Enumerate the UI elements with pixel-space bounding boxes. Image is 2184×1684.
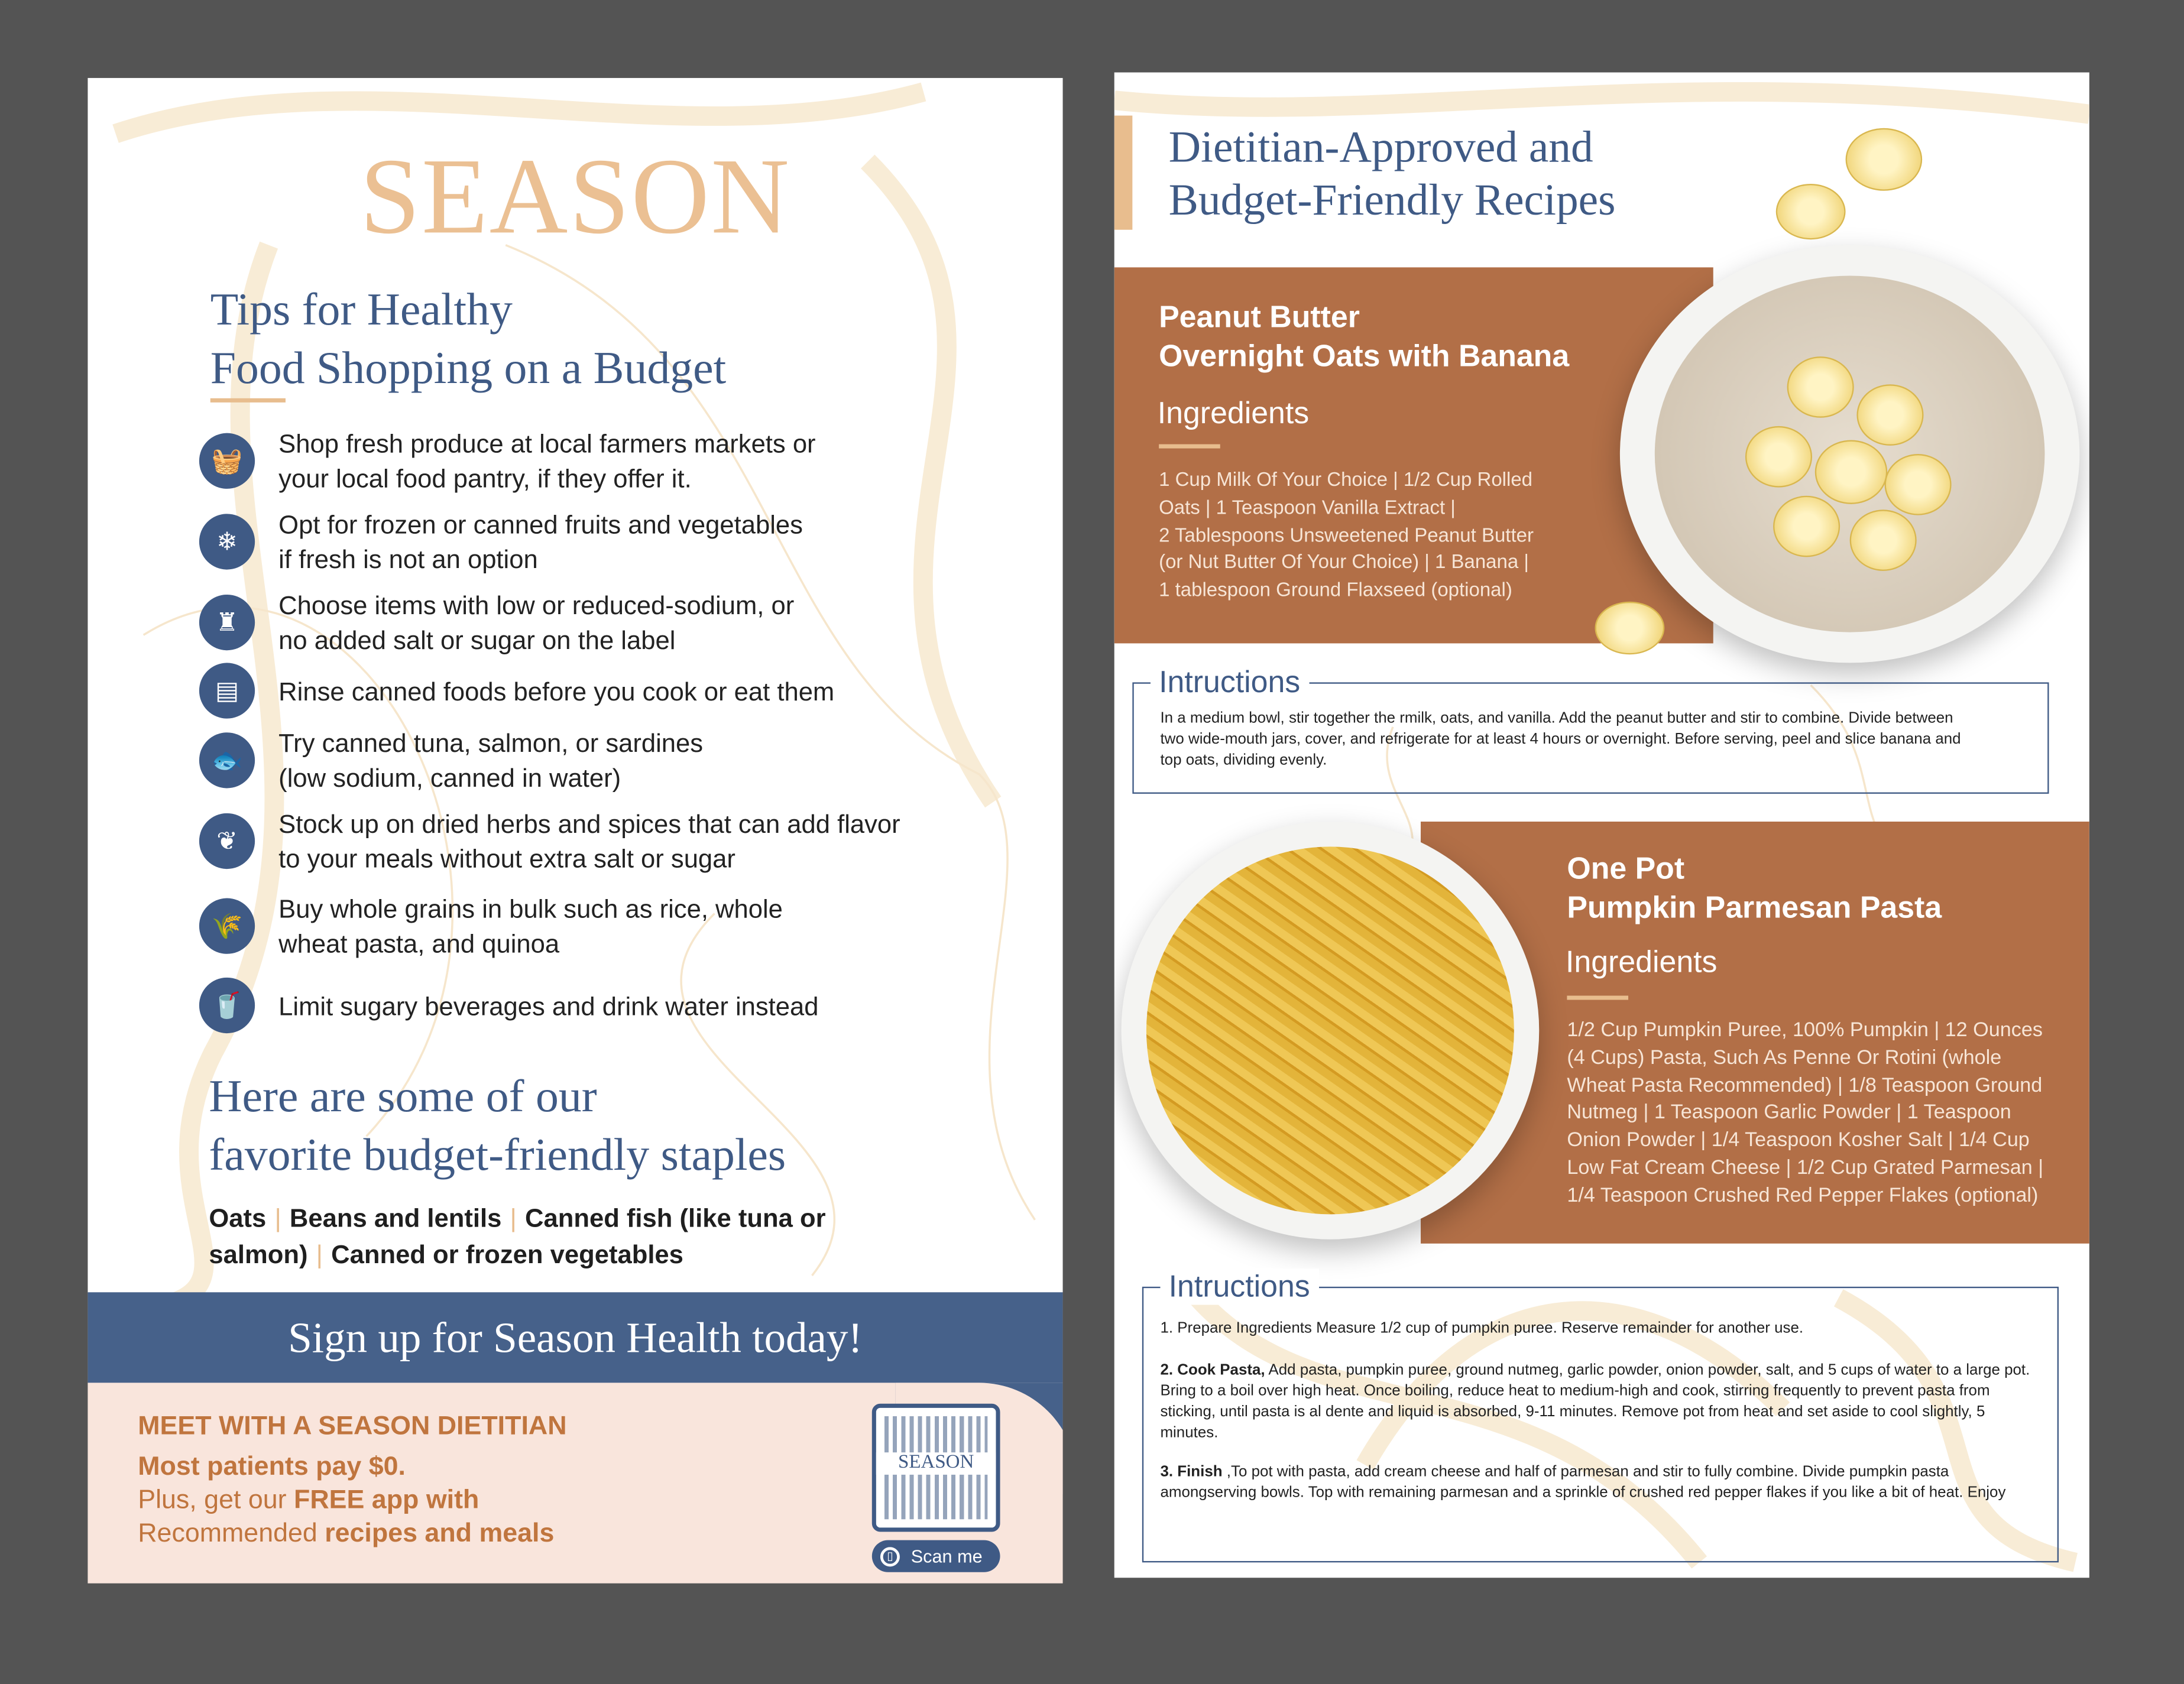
pasta-bowl-image: [1121, 822, 1539, 1240]
oats-ingredients: 1 Cup Milk Of Your Choice | 1/2 Cup Rolled Oats | 1 Teaspoon Vanilla Extract | 2 Tablespoons Unsweetened Peanut Butter (or Nut Butter Of Your Choice) | 1 Banana | 1 tablespoon Ground Flaxseed (optional): [1159, 468, 1534, 601]
drink-icon: 🥤: [199, 978, 255, 1033]
oats-instructions-text: In a medium bowl, stir together the rmilk, oats, and vanilla. Add the peanut butter and stir to combine. Divide between two wide-mouth jars, cover, and refrigerate for at least 4 hours or overnight. Before serving, peel and slice banana and top oats, dividing evenly.: [1160, 710, 1961, 769]
tip-item: 🧺 Shop fresh produce at local farmers markets or your local food pantry, if they offer it.: [199, 426, 1035, 496]
tips-heading-line: Food Shopping on a Budget: [210, 343, 727, 394]
snowflake-icon: ❄: [199, 514, 255, 569]
cta-heading: MEET WITH A SEASON DIETITIAN: [138, 1412, 567, 1442]
tip-item: ♜ Choose items with low or reduced-sodium, or no added salt or sugar on the label: [199, 588, 1035, 657]
qr-code[interactable]: [872, 1404, 1000, 1532]
banana-slice-decoration: [1776, 184, 1846, 239]
tips-heading: [210, 281, 727, 398]
signup-banner[interactable]: Sign up for Season Health today!: [88, 1292, 1062, 1383]
fish-icon: 🐟: [199, 732, 255, 788]
ingredients-heading: Ingredients: [1566, 944, 1718, 979]
grain-icon: 🌾: [199, 898, 255, 954]
qr-logo: SEASON: [876, 1452, 996, 1475]
phone-icon: ▯: [880, 1546, 900, 1566]
ingredients-underline: [1567, 995, 1628, 1000]
herbs-icon: ❦: [199, 813, 255, 869]
heading-underline: [210, 398, 286, 403]
tips-flyer-page: [88, 78, 1062, 1584]
tip-item: ❦ Stock up on dried herbs and spices that can add flavor to your meals without extra salt or sugar: [199, 806, 1035, 876]
pasta-ingredients: 1/2 Cup Pumpkin Puree, 100% Pumpkin | 12 Ounces (4 Cups) Pasta, Such As Penne Or Rotini (whole Wheat Pasta Recommended) | 1/8 Teaspoon Ground Nutmeg | 1 Teaspoon Garlic Powder | 1 Teaspoon Onion Powder | 1/4 Teaspoon Kosher Salt | 1/4 Cup Low Fat Cream Cheese | 1/2 Cup Grated Parmesan | 1/4 Teaspoon Crushed Red Pepper Flakes (optional): [1567, 1019, 2044, 1208]
cta-app-line: Plus, get our FREE app with: [138, 1485, 479, 1516]
cta-recipes-line: Recommended recipes and meals: [138, 1519, 555, 1549]
instructions-heading: Intructions: [1151, 664, 1308, 700]
recipes-title: Dietitian-Approved and Budget-Friendly Recipes: [1168, 121, 1616, 225]
pasta-instructions-box: [1142, 1268, 2059, 1562]
cta-price: Most patients pay $0.: [138, 1452, 406, 1482]
recipe-oats-title: Peanut Butter Overnight Oats with Banana: [1159, 299, 1570, 374]
tip-item: 🥤 Limit sugary beverages and drink water instead: [199, 978, 1035, 1033]
instructions-heading: Intructions: [1160, 1268, 1318, 1305]
oats-instructions-box: [1132, 664, 2049, 793]
banana-slice-decoration: [1595, 602, 1665, 655]
season-logo: SEASON: [359, 135, 791, 257]
banana-slice-decoration: [1846, 128, 1923, 191]
title-accent-bar: [1114, 116, 1133, 230]
recipe-pasta-title: One Pot Pumpkin Parmesan Pasta: [1567, 851, 1942, 925]
scan-me-button[interactable]: [872, 1540, 1000, 1572]
tips-heading-line: Tips for Healthy: [210, 285, 513, 336]
staples-heading: Here are some of our favorite budget-friendly staples: [209, 1072, 786, 1181]
basket-icon: 🧺: [199, 433, 255, 489]
oats-bowl-image: [1620, 245, 2079, 663]
scan-me-label: Scan me: [910, 1546, 983, 1567]
ingredients-heading: Ingredients: [1157, 395, 1310, 430]
tip-item: 🐟 Try canned tuna, salmon, or sardines (low sodium, canned in water): [199, 725, 1035, 795]
ingredients-underline: [1159, 444, 1220, 449]
tip-item: ❄ Opt for frozen or canned fruits and vegetables if fresh is not an option: [199, 507, 1035, 577]
salt-shaker-icon: ♜: [199, 595, 255, 650]
recipes-page: [1114, 73, 2089, 1578]
can-icon: ▤: [199, 663, 255, 718]
staples-list: Oats | Beans and lentils | Canned fish (like tuna or salmon) | Canned or frozen vegetables: [209, 1203, 826, 1269]
pasta-step-1: 1. Prepare Ingredients Measure 1/2 cup of pumpkin puree. Reserve remainder for another use.: [1160, 1320, 1804, 1337]
pasta-step-3: 3. Finish ,To pot with pasta, add cream cheese and half of parmesan and stir to fully combine. Divide pumpkin pasta amongserving bowls. Top with remaining parmesan and a sprinkle of crushed red pepper flakes if you like a bit of heat. Enjoy: [1160, 1464, 2006, 1501]
pasta-step-2: 2. Cook Pasta, Add pasta, pumpkin puree, ground nutmeg, garlic powder, onion powder, salt, and 5 cups of water to a large pot. Bring to a boil over high heat. Once boiling, reduce heat to medium-high and cook, stirring frequently to prevent pasta from sticking, until pasta is al dente and liquid is absorbed, 9-11 minutes. Remove pot from heat and set aside to cool slightly, 5 minutes.: [1160, 1362, 2030, 1442]
tip-item: ▤ Rinse canned foods before you cook or eat them: [199, 663, 1035, 718]
tip-item: 🌾 Buy whole grains in bulk such as rice, whole wheat pasta, and quinoa: [199, 891, 1035, 961]
